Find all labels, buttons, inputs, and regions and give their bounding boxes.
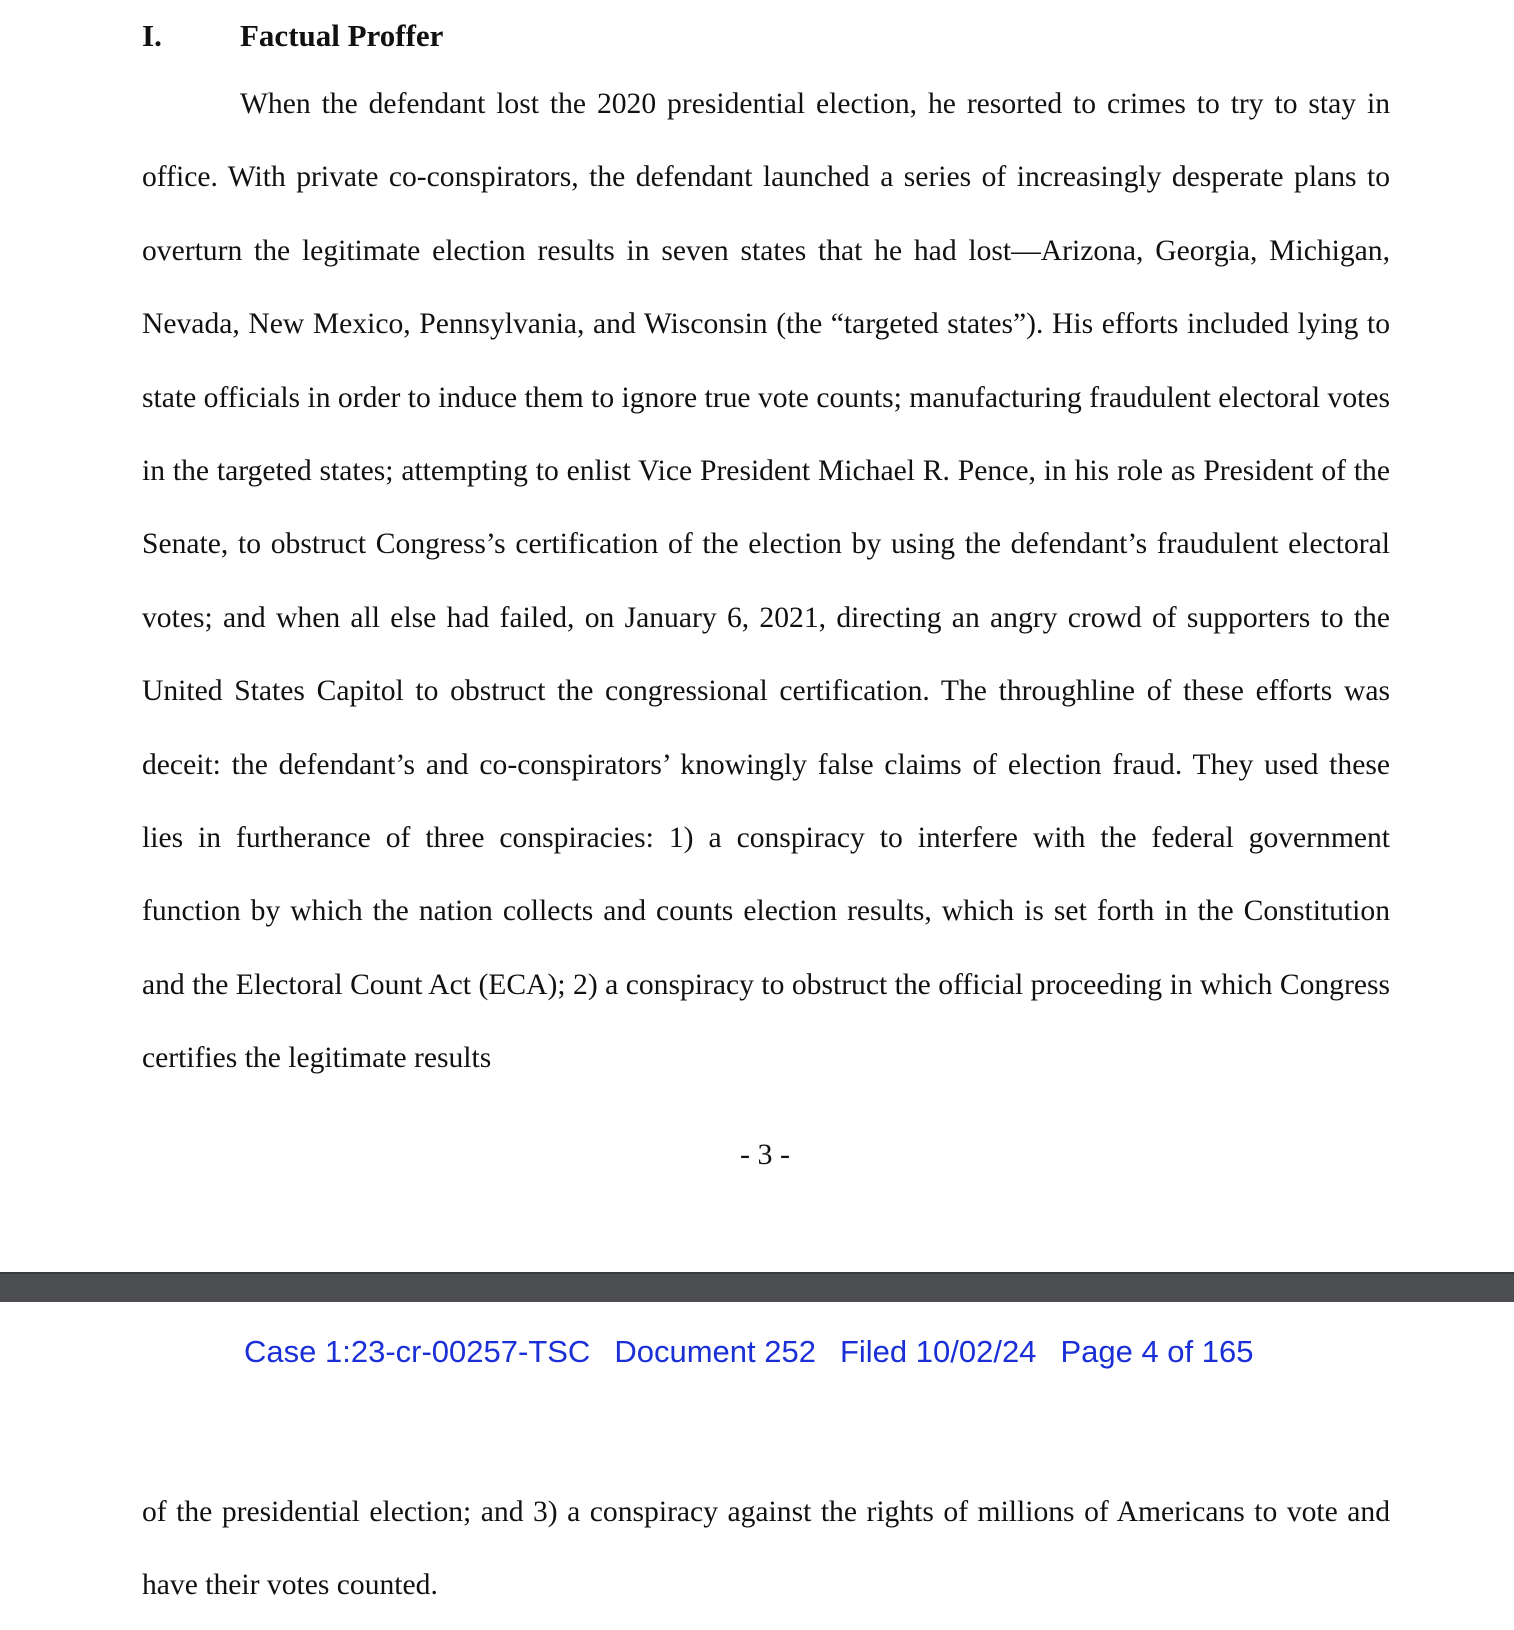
case-header xyxy=(244,1332,1254,1372)
section-number: I. xyxy=(142,18,162,53)
document-number: Document 252 xyxy=(614,1334,816,1369)
section-heading xyxy=(142,14,443,58)
filed-date: Filed 10/02/24 xyxy=(839,1334,1037,1369)
factual-proffer-paragraph: When the defendant lost the 2020 presidential election, he resorted to crimes to try to stay in office. With private co-conspirators, the defendant launched a series of increasingly desperate plans to overturn the legitimate election results in seven states that he had lost—Arizona, Georgia, Michigan, Nevada, New Mexico, Pennsylvania, and Wisconsin (the “targeted states”). His efforts included lying to state officials in order to induce them to ignore true vote counts; manufacturing fraudulent electoral votes in the targeted states; attempting to enlist Vice President Michael R. Pence, in his role as President of the Senate, to obstruct Congress’s certification of the election by using the defendant’s fraudulent electoral votes; and when all else had failed, on January 6, 2021, directing an angry crowd of supporters to the United States Capitol to obstruct the congressional certification. The throughline of these efforts was deceit: the defendant’s and co-conspirators’ knowingly false claims of election fraud. They used these lies in furtherance of three conspiracies: 1) a conspiracy to interfere with the federal government function by which the nation collects and counts election results, which is set forth in the Constitution and the Electoral Count Act (ECA); 2) a conspiracy to obstruct the official proceeding in which Congress certifies the legitimate results xyxy=(142,88,1390,1075)
page-number: - 3 - xyxy=(740,1138,790,1171)
case-number: Case 1:23-cr-00257-TSC xyxy=(244,1334,591,1369)
section-title: Factual Proffer xyxy=(240,18,444,53)
page-separator xyxy=(0,1272,1514,1302)
page-count: Page 4 of 165 xyxy=(1060,1334,1254,1369)
continuation-paragraph: of the presidential election; and 3) a conspiracy against the rights of millions of Americans to vote and have their votes counted. xyxy=(142,1496,1390,1602)
